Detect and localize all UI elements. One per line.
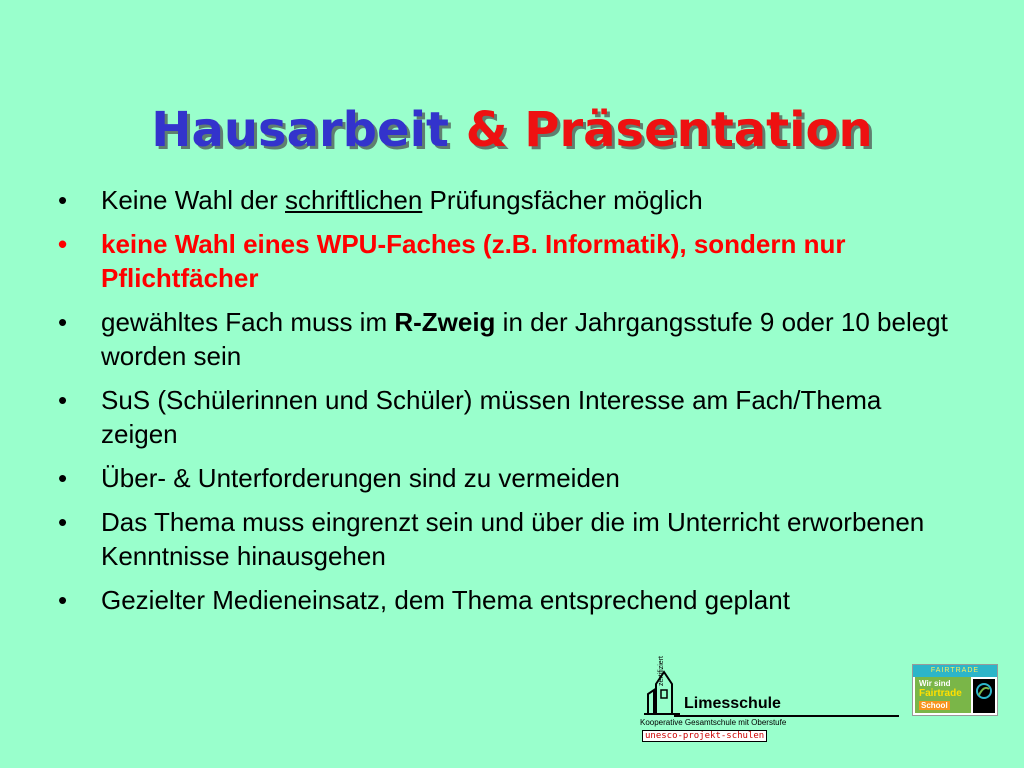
bullet-dot: • <box>58 307 68 337</box>
fairtrade-banner: FAIRTRADE <box>913 665 997 677</box>
school-subtitle: Kooperative Gesamtschule mit Oberstufe <box>640 718 787 727</box>
bullet-item-highlighted <box>58 227 958 295</box>
bullet-text-underlined: schriftlichen <box>285 185 423 215</box>
fairtrade-school-logo <box>912 664 998 716</box>
fairtrade-line3: School <box>921 701 948 710</box>
bullet-text: Gezielter Medieneinsatz, dem Thema entsprechend geplant <box>101 585 790 615</box>
bullet-dot: • <box>58 463 68 493</box>
fairtrade-badge <box>915 677 971 713</box>
bullet-dot: • <box>58 385 68 415</box>
bullet-text-post: in der Jahrgangsstufe 9 oder 10 belegt worden sein <box>101 307 948 371</box>
bullet-dot: • <box>58 507 68 537</box>
school-name: Limesschule <box>684 695 781 712</box>
bullet-text-pre: gewähltes Fach muss im <box>101 307 395 337</box>
bullet-dot: • <box>58 229 68 259</box>
title-part-hausarbeit: Hausarbeit <box>151 102 449 158</box>
cert-text: zertifiziert <box>658 656 665 686</box>
bullet-item <box>58 583 958 617</box>
title-part-praesentation: & Präsentation <box>465 102 873 158</box>
bullet-item <box>58 505 958 573</box>
bullet-text: SuS (Schülerinnen und Schüler) müssen Interesse am Fach/Thema zeigen <box>101 385 882 449</box>
fairtrade-mark-icon <box>973 679 995 713</box>
unesco-badge: unesco-projekt-schulen <box>642 730 767 742</box>
bullet-dot: • <box>58 585 68 615</box>
bullet-item <box>58 383 958 451</box>
bullet-list <box>58 183 958 627</box>
limesschule-logo <box>640 656 900 744</box>
slide-title <box>0 98 1024 162</box>
bullet-item <box>58 183 958 217</box>
fairtrade-line2: Fairtrade <box>919 688 962 699</box>
bullet-item <box>58 305 958 373</box>
bullet-text: Das Thema muss eingrenzt sein und über die im Unterricht erworbenen Kenntnisse hinausgehen <box>101 507 925 571</box>
bullet-text-post: Prüfungsfächer möglich <box>422 185 703 215</box>
bullet-dot: • <box>58 185 68 215</box>
bullet-text-pre: Keine Wahl der <box>101 185 286 215</box>
bullet-item <box>58 461 958 495</box>
bullet-text-bold: R-Zweig <box>394 307 496 337</box>
logo-divider <box>674 715 899 717</box>
fairtrade-line1: Wir sind <box>919 679 951 688</box>
bullet-text: Über- & Unterforderungen sind zu vermeiden <box>101 463 620 493</box>
bullet-text: keine Wahl eines WPU-Faches (z.B. Informatik), sondern nur Pflichtfächer <box>101 229 846 293</box>
